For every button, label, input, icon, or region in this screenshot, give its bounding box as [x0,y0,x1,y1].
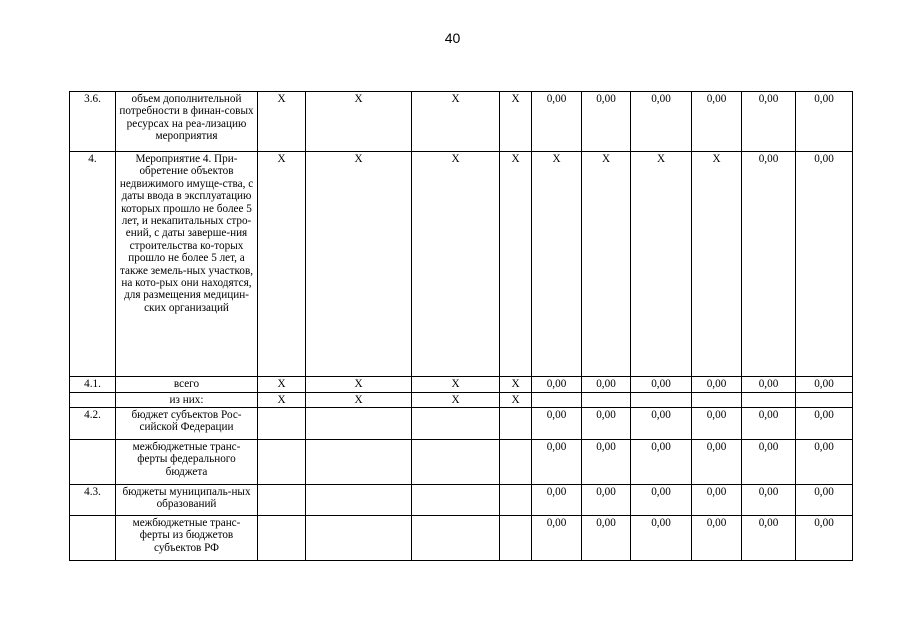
value-cell: 0,00 [742,516,796,561]
value-cell: 0,00 [796,485,853,516]
value-cell: 0,00 [532,408,582,440]
value-cell: 0,00 [631,440,692,485]
row-number-cell [70,440,116,485]
value-cell: 0,00 [692,516,742,561]
row-description-cell: межбюджетные транс-ферты из бюджетов субъектов РФ [116,516,258,561]
value-cell: 0,00 [742,92,796,152]
value-cell: X [500,152,532,377]
row-description-cell: межбюджетные транс-ферты федерального бюджета [116,440,258,485]
table-row [70,485,853,516]
value-cell [500,440,532,485]
value-cell [532,393,582,408]
value-cell: X [631,152,692,377]
value-cell [500,485,532,516]
value-cell [258,408,306,440]
value-cell [500,408,532,440]
table-row [70,516,853,561]
value-cell [258,440,306,485]
value-cell: X [500,377,532,393]
table-row [70,92,853,152]
value-cell: X [412,92,500,152]
table-row [70,393,853,408]
value-cell [412,408,500,440]
value-cell: 0,00 [532,516,582,561]
value-cell [306,485,412,516]
value-cell: 0,00 [532,92,582,152]
value-cell: 0,00 [692,92,742,152]
value-cell: 0,00 [631,377,692,393]
table-row [70,377,853,393]
value-cell [796,393,853,408]
row-number-cell: 4.1. [70,377,116,393]
value-cell: 0,00 [742,440,796,485]
value-cell: 0,00 [796,92,853,152]
table-row [70,152,853,377]
value-cell [692,393,742,408]
value-cell: 0,00 [631,485,692,516]
value-cell: X [306,393,412,408]
value-cell: 0,00 [742,485,796,516]
value-cell [412,516,500,561]
value-cell: 0,00 [532,440,582,485]
value-cell: 0,00 [582,408,631,440]
value-cell: 0,00 [796,152,853,377]
value-cell: 0,00 [692,408,742,440]
value-cell [500,516,532,561]
value-cell: 0,00 [692,485,742,516]
row-number-cell: 3.6. [70,92,116,152]
row-description-cell: из них: [116,393,258,408]
value-cell [742,393,796,408]
table-row [70,440,853,485]
value-cell [306,408,412,440]
value-cell: 0,00 [582,440,631,485]
row-description-cell: Мероприятие 4. При-обретение объектов недвижимого имуще-ства, с даты ввода в эксплуатацию которых прошло не более 5 лет, и некапитальных стро-ений, с даты заверше-ния строительства ко-торых прошло не более 5 лет, а также земель-ных участков, на кото-рых они находятся, для размещения медицин-ских организаций [116,152,258,377]
value-cell: X [258,152,306,377]
row-number-cell: 4. [70,152,116,377]
value-cell: X [532,152,582,377]
value-cell [258,485,306,516]
row-description-cell: бюджеты муниципаль-ных образований [116,485,258,516]
value-cell: X [412,152,500,377]
value-cell [306,516,412,561]
value-cell: X [500,92,532,152]
value-cell: X [258,393,306,408]
value-cell: X [582,152,631,377]
value-cell: X [306,377,412,393]
value-cell: 0,00 [532,377,582,393]
value-cell: 0,00 [796,516,853,561]
value-cell [412,440,500,485]
value-cell: 0,00 [631,408,692,440]
row-description-cell: объем дополнительной потребности в финан-совых ресурсах на реа-лизацию мероприятия [116,92,258,152]
value-cell: 0,00 [582,377,631,393]
value-cell: X [306,152,412,377]
value-cell: 0,00 [742,408,796,440]
value-cell: X [258,377,306,393]
page-number: 40 [444,30,461,46]
row-description-cell: всего [116,377,258,393]
value-cell: X [306,92,412,152]
table-row [70,408,853,440]
value-cell [631,393,692,408]
row-number-cell [70,516,116,561]
row-number-cell: 4.2. [70,408,116,440]
value-cell [258,516,306,561]
value-cell: X [412,393,500,408]
budget-table [69,91,853,561]
value-cell: X [692,152,742,377]
value-cell: 0,00 [692,440,742,485]
value-cell: 0,00 [796,440,853,485]
value-cell: 0,00 [796,377,853,393]
row-description-cell: бюджет субъектов Рос-сийской Федерации [116,408,258,440]
value-cell: X [258,92,306,152]
value-cell [582,393,631,408]
row-number-cell: 4.3. [70,485,116,516]
value-cell: 0,00 [692,377,742,393]
value-cell: X [412,377,500,393]
value-cell: 0,00 [631,92,692,152]
value-cell: 0,00 [582,92,631,152]
value-cell: 0,00 [532,485,582,516]
value-cell [412,485,500,516]
value-cell: 0,00 [631,516,692,561]
value-cell: 0,00 [582,485,631,516]
value-cell: 0,00 [796,408,853,440]
value-cell: 0,00 [742,377,796,393]
value-cell [306,440,412,485]
value-cell: 0,00 [582,516,631,561]
value-cell: 0,00 [742,152,796,377]
row-number-cell [70,393,116,408]
value-cell: X [500,393,532,408]
